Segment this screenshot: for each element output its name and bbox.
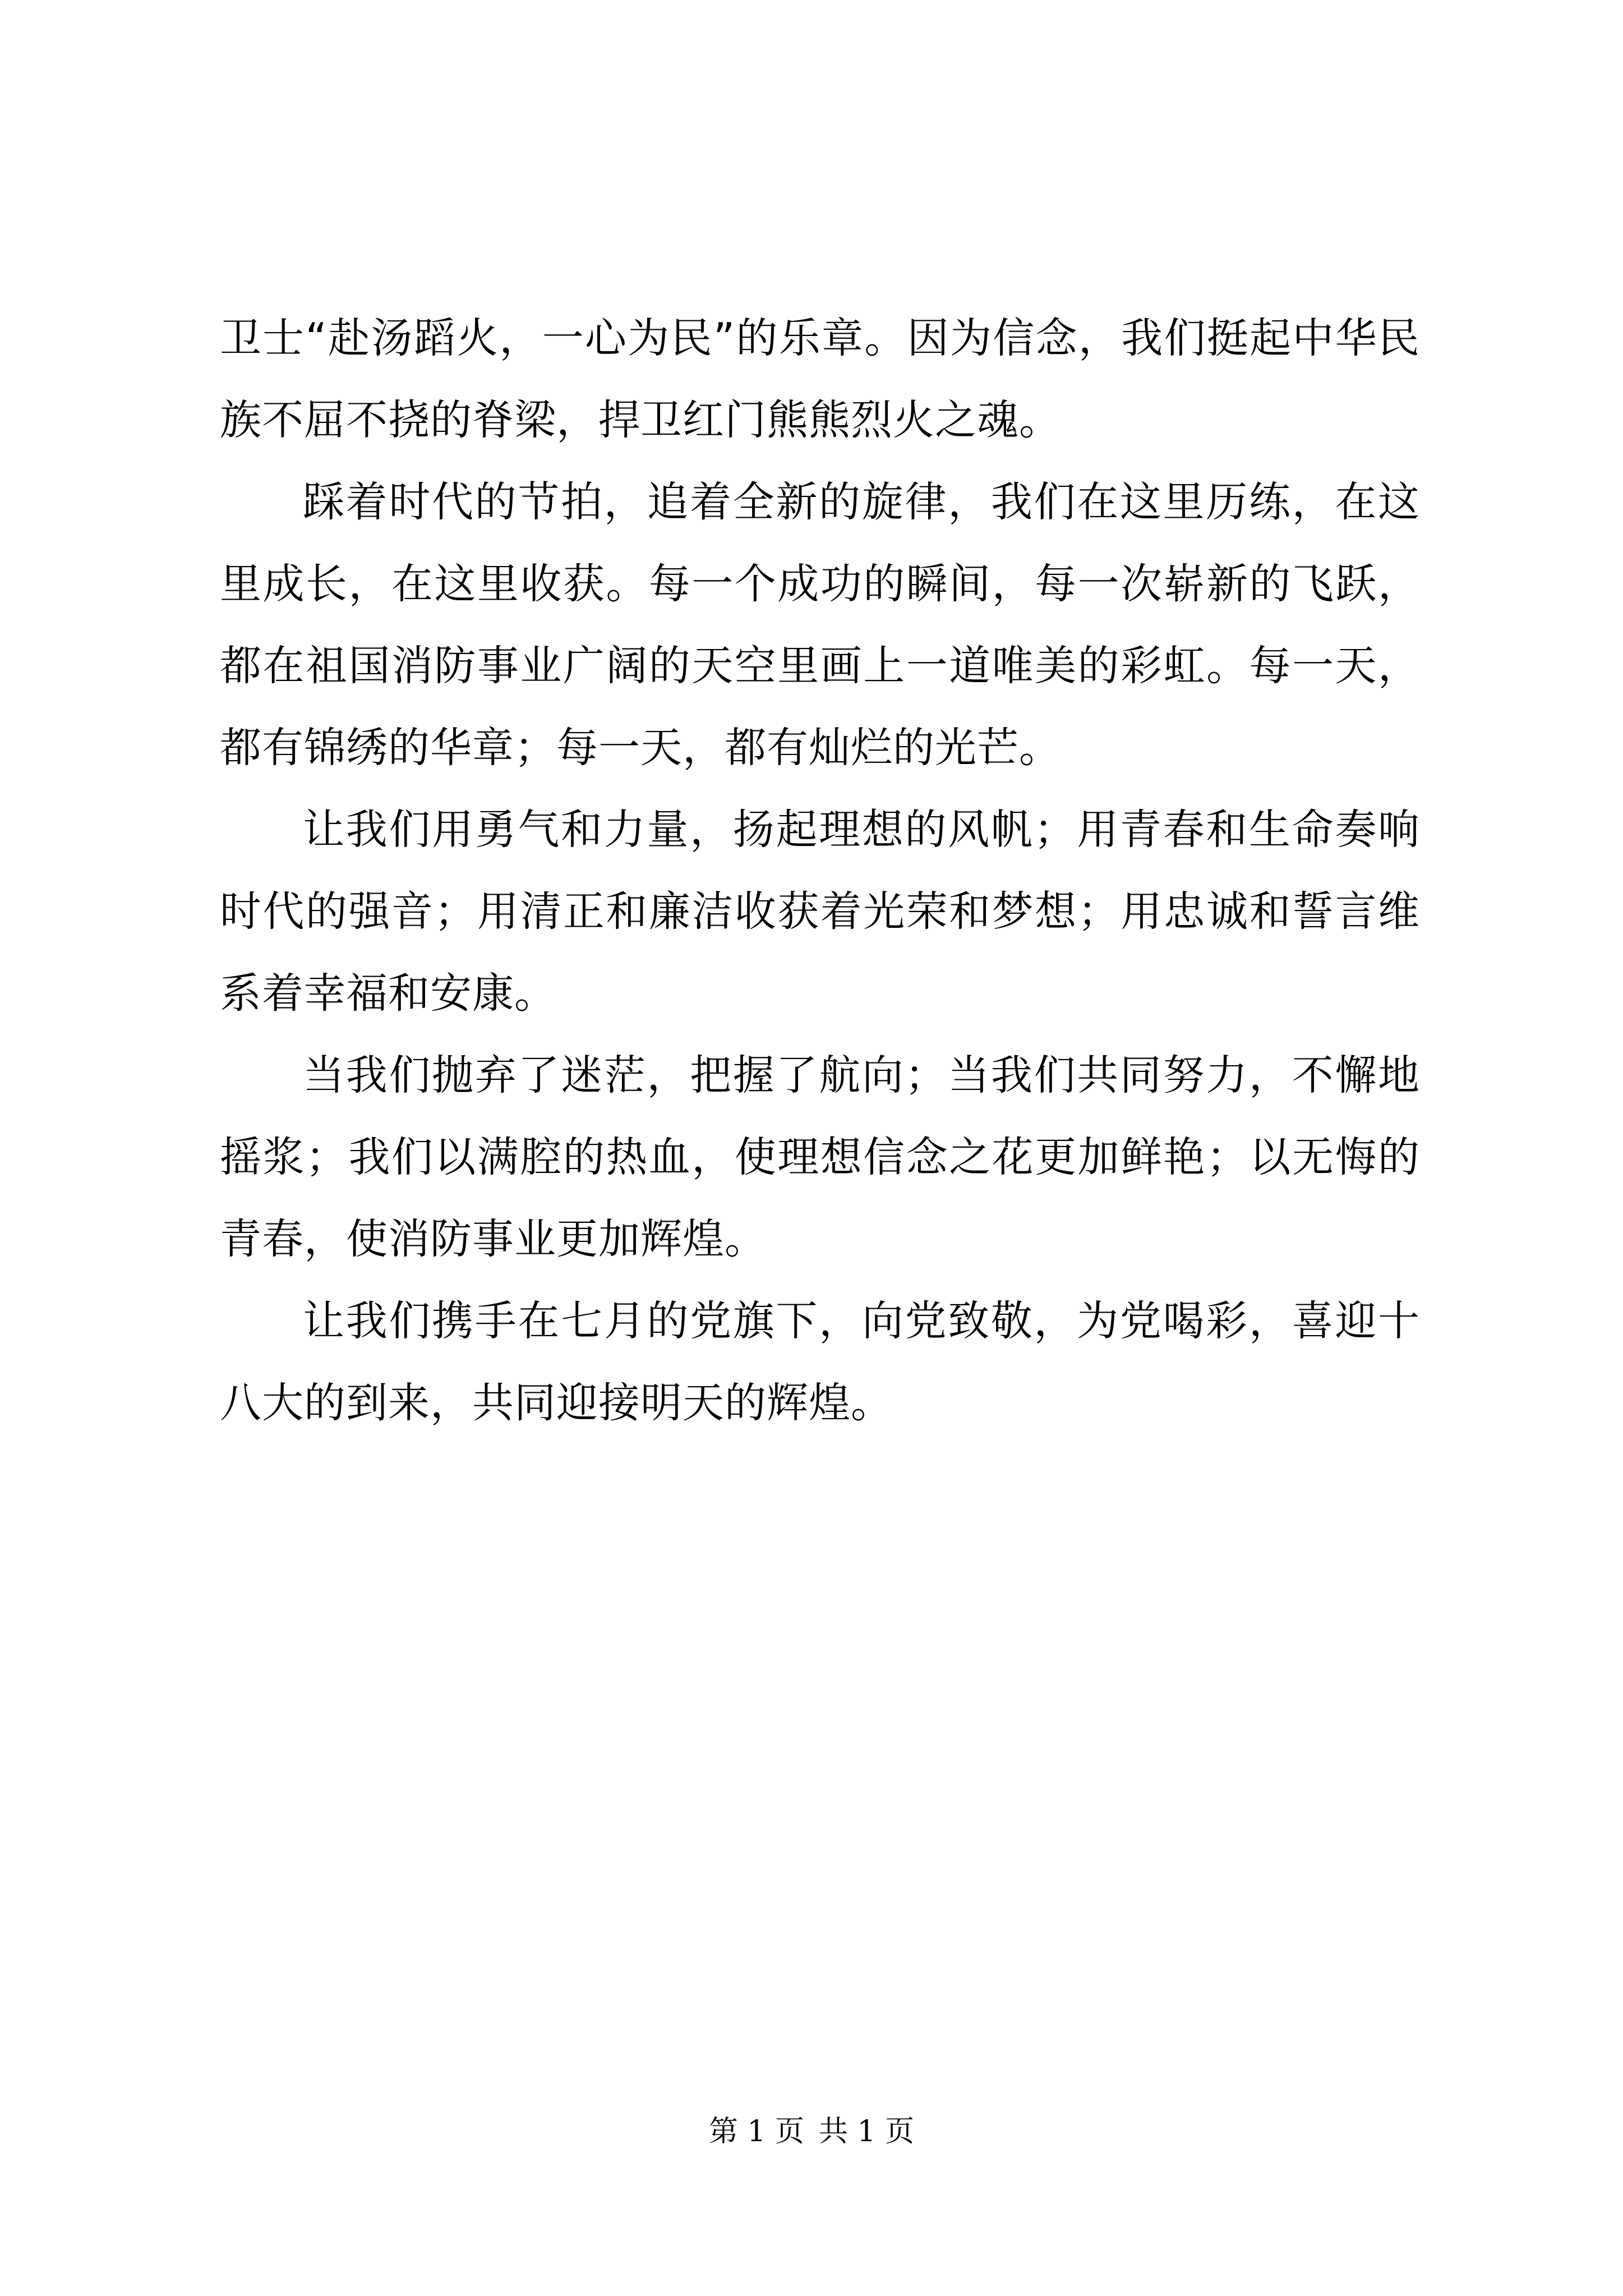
document-body (220, 297, 1420, 1444)
page-number: 第 1 页 (708, 2115, 804, 2148)
paragraph-continued: 卫士“赴汤蹈火，一心为民”的乐章。因为信念，我们挺起中华民族不屈不挠的脊梁，捍卫红门熊熊烈火之魂。 (220, 314, 1420, 444)
page-footer (0, 2112, 1623, 2151)
paragraph: 当我们抛弃了迷茫，把握了航向；当我们共同努力，不懈地摇浆；我们以满腔的热血，使理想信念之花更加鲜艳；以无悔的青春，使消防事业更加辉煌。 (220, 1051, 1420, 1263)
paragraph: 踩着时代的节拍，追着全新的旋律，我们在这里历练，在这里成长，在这里收获。每一个成功的瞬间，每一次崭新的飞跃，都在祖国消防事业广阔的天空里画上一道唯美的彩虹。每一天，都有锦绣的华章；每一天，都有灿烂的光芒。 (220, 478, 1420, 772)
paragraph: 让我们用勇气和力量，扬起理想的风帆；用青春和生命奏响时代的强音；用清正和廉洁收获着光荣和梦想；用忠诚和誓言维系着幸福和安康。 (220, 806, 1420, 1018)
paragraph: 让我们携手在七月的党旗下，向党致敬，为党喝彩，喜迎十八大的到来，共同迎接明天的辉煌。 (220, 1297, 1420, 1427)
page-total: 共 1 页 (819, 2115, 915, 2148)
